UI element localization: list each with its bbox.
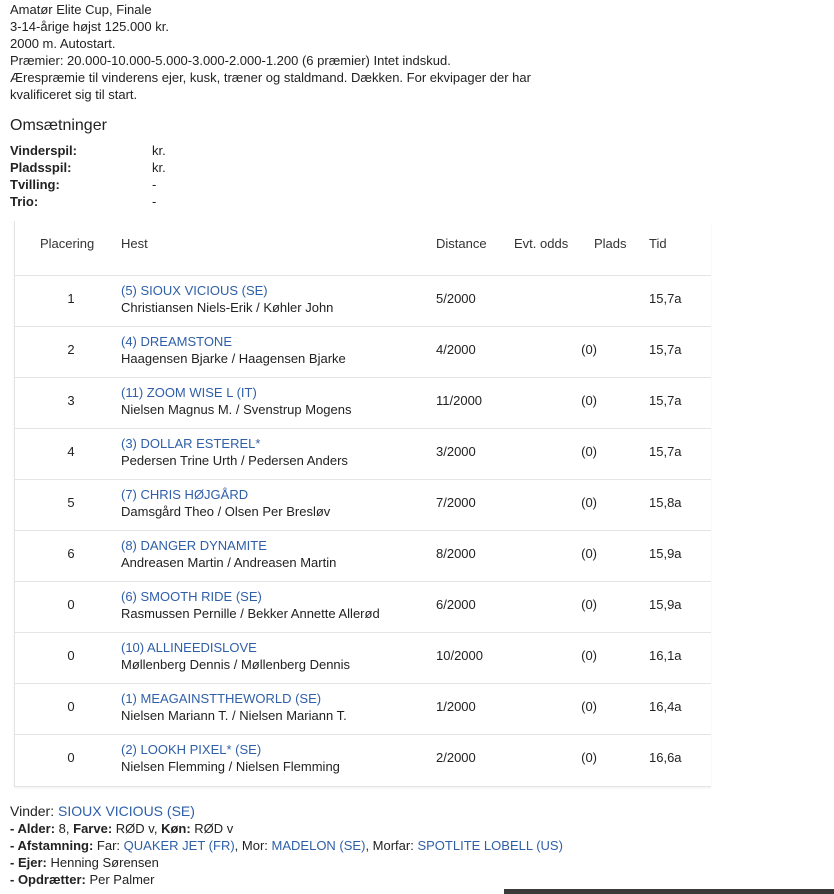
distance: 11/2000 (436, 393, 483, 408)
race-time: 15,8a (649, 495, 682, 510)
driver-trainer: Rasmussen Pernille / Bekker Annette Allerød (121, 606, 380, 621)
color-label: Farve: (73, 821, 113, 836)
table-row (15, 275, 711, 327)
race-time: 16,1a (649, 648, 682, 663)
owner-value: Henning Sørensen (50, 855, 159, 870)
race-prizes: Præmier: 20.000-10.000-5.000-3.000-2.000-1.200 (6 præmier) Intet indskud. (10, 53, 451, 68)
race-honor-prize: Ærespræmie til vinderens ejer, kusk, træner og staldmand. Dækken. For ekvipager der har (10, 70, 531, 85)
placement: 0 (67, 597, 75, 612)
horse-link[interactable]: (6) SMOOTH RIDE (SE) (121, 589, 262, 604)
table-row (15, 377, 711, 429)
winner-owner-line (10, 854, 563, 871)
turnover-value: - (152, 177, 157, 192)
horse-link[interactable]: (5) SIOUX VICIOUS (SE) (121, 283, 268, 298)
placement: 0 (67, 648, 75, 663)
driver-trainer: Christiansen Niels-Erik / Køhler John (121, 300, 334, 315)
driver-trainer: Møllenberg Dennis / Møllenberg Dennis (121, 657, 351, 672)
sex-label: Køn: (161, 821, 191, 836)
horse-link[interactable]: (10) ALLINEEDISLOVE (121, 640, 257, 655)
race-title: Amatør Elite Cup, Finale (10, 2, 152, 17)
table-row (15, 530, 711, 582)
horse-cell (121, 639, 350, 673)
horse-link[interactable]: (11) ZOOM WISE L (IT) (121, 385, 257, 400)
turnover-value: kr. (152, 160, 166, 175)
turnover-label: Tvilling: (10, 177, 60, 192)
horse-cell (121, 333, 346, 367)
driver-trainer: Andreasen Martin / Andreasen Martin (121, 555, 337, 570)
placement: 0 (67, 750, 75, 765)
placement: 3 (67, 393, 75, 408)
header-odds: Evt. odds (514, 236, 569, 251)
header-tid: Tid (649, 236, 667, 251)
odds: (0) (581, 342, 597, 357)
horse-cell (121, 741, 340, 775)
dam-label: , Mor: (234, 838, 268, 853)
turnover-label: Pladsspil: (10, 160, 72, 175)
horse-link[interactable]: (8) DANGER DYNAMITE (121, 538, 267, 553)
driver-trainer: Pedersen Trine Urth / Pedersen Anders (121, 453, 348, 468)
dam-sire-label: , Morfar: (365, 838, 414, 853)
odds: (0) (581, 648, 597, 663)
table-row (15, 683, 711, 735)
table-row (15, 734, 711, 785)
distance: 3/2000 (436, 444, 476, 459)
turnover-list (10, 142, 166, 210)
winner-pedigree-line (10, 837, 563, 854)
race-time: 15,7a (649, 342, 682, 357)
horse-cell (121, 588, 380, 622)
horse-link[interactable]: (2) LOOKH PIXEL* (SE) (121, 742, 262, 757)
horse-cell (121, 282, 333, 316)
winner-label: Vinder: (10, 803, 55, 819)
odds: (0) (581, 699, 597, 714)
table-row (15, 479, 711, 531)
race-time: 16,6a (649, 750, 682, 765)
odds: (0) (581, 546, 597, 561)
race-time: 15,9a (649, 546, 682, 561)
dam-link[interactable]: MADELON (SE) (271, 838, 366, 853)
age-label: - Alder: (10, 821, 56, 836)
distance: 1/2000 (436, 699, 476, 714)
turnover-row-tvilling (10, 176, 166, 193)
winner-details (10, 803, 563, 888)
horse-link[interactable]: (1) MEAGAINSTTHEWORLD (SE) (121, 691, 322, 706)
table-row (15, 581, 711, 633)
table-row (15, 428, 711, 480)
horse-cell (121, 486, 330, 520)
placement: 4 (67, 444, 75, 459)
header-distance: Distance (436, 236, 487, 251)
breeder-label: - Opdrætter: (10, 872, 86, 887)
winner-age-line (10, 820, 563, 837)
sire-link[interactable]: QUAKER JET (FR) (123, 838, 235, 853)
header-plads: Plads (594, 236, 627, 251)
turnover-row-pladsspil (10, 159, 166, 176)
table-header (15, 221, 711, 276)
dam-sire-link[interactable]: SPOTLITE LOBELL (US) (417, 838, 563, 853)
sire-label: Far: (96, 838, 121, 853)
distance: 2/2000 (436, 750, 476, 765)
horse-cell (121, 384, 352, 418)
header-hest: Hest (121, 236, 148, 251)
distance: 8/2000 (436, 546, 476, 561)
driver-trainer: Haagensen Bjarke / Haagensen Bjarke (121, 351, 346, 366)
turnover-row-trio (10, 193, 166, 210)
placement: 1 (67, 291, 75, 306)
horse-link[interactable]: (4) DREAMSTONE (121, 334, 232, 349)
turnover-title: Omsætninger (10, 117, 107, 134)
horse-cell (121, 537, 336, 571)
results-table (14, 221, 711, 787)
race-conditions: 3-14-årige højst 125.000 kr. (10, 19, 169, 34)
breeder-value: Per Palmer (89, 872, 155, 887)
sex-value: RØD v (194, 821, 234, 836)
race-time: 16,4a (649, 699, 682, 714)
age-value: 8, (58, 821, 70, 836)
turnover-row-vinderspil (10, 142, 166, 159)
race-distance: 2000 m. Autostart. (10, 36, 116, 51)
distance: 5/2000 (436, 291, 476, 306)
horse-cell (121, 435, 348, 469)
odds: (0) (581, 597, 597, 612)
distance: 4/2000 (436, 342, 476, 357)
distance: 6/2000 (436, 597, 476, 612)
pedigree-label: - Afstamning: (10, 838, 94, 853)
placement: 5 (67, 495, 75, 510)
race-time: 15,7a (649, 291, 682, 306)
horse-link[interactable]: (3) DOLLAR ESTEREL* (121, 436, 261, 451)
turnover-label: Trio: (10, 194, 39, 209)
winner-horse-link[interactable]: SIOUX VICIOUS (SE) (58, 803, 195, 819)
bottom-scrollbar[interactable] (504, 889, 834, 894)
placement: 6 (67, 546, 75, 561)
owner-label: - Ejer: (10, 855, 47, 870)
driver-trainer: Nielsen Flemming / Nielsen Flemming (121, 759, 340, 774)
distance: 7/2000 (436, 495, 476, 510)
table-row (15, 326, 711, 378)
driver-trainer: Nielsen Mariann T. / Nielsen Mariann T. (121, 708, 347, 723)
driver-trainer: Nielsen Magnus M. / Svenstrup Mogens (121, 402, 352, 417)
odds: (0) (581, 393, 597, 408)
turnover-value: - (152, 194, 157, 209)
winner-breeder-line (10, 871, 563, 888)
race-honor-prize-cont: kvalificeret sig til start. (10, 87, 138, 102)
winner-line (10, 803, 563, 820)
odds: (0) (581, 495, 597, 510)
color-value: RØD v, (115, 821, 158, 836)
odds: (0) (581, 750, 597, 765)
table-row (15, 632, 711, 684)
horse-cell (121, 690, 347, 724)
horse-link[interactable]: (7) CHRIS HØJGÅRD (121, 487, 249, 502)
driver-trainer: Damsgård Theo / Olsen Per Bresløv (121, 504, 331, 519)
race-time: 15,9a (649, 597, 682, 612)
race-info (10, 1, 531, 103)
turnover-value: kr. (152, 143, 166, 158)
placement: 0 (67, 699, 75, 714)
odds: (0) (581, 444, 597, 459)
placement: 2 (67, 342, 75, 357)
header-placering: Placering (40, 236, 95, 251)
race-time: 15,7a (649, 444, 682, 459)
turnover-label: Vinderspil: (10, 143, 77, 158)
race-time: 15,7a (649, 393, 682, 408)
distance: 10/2000 (436, 648, 483, 663)
